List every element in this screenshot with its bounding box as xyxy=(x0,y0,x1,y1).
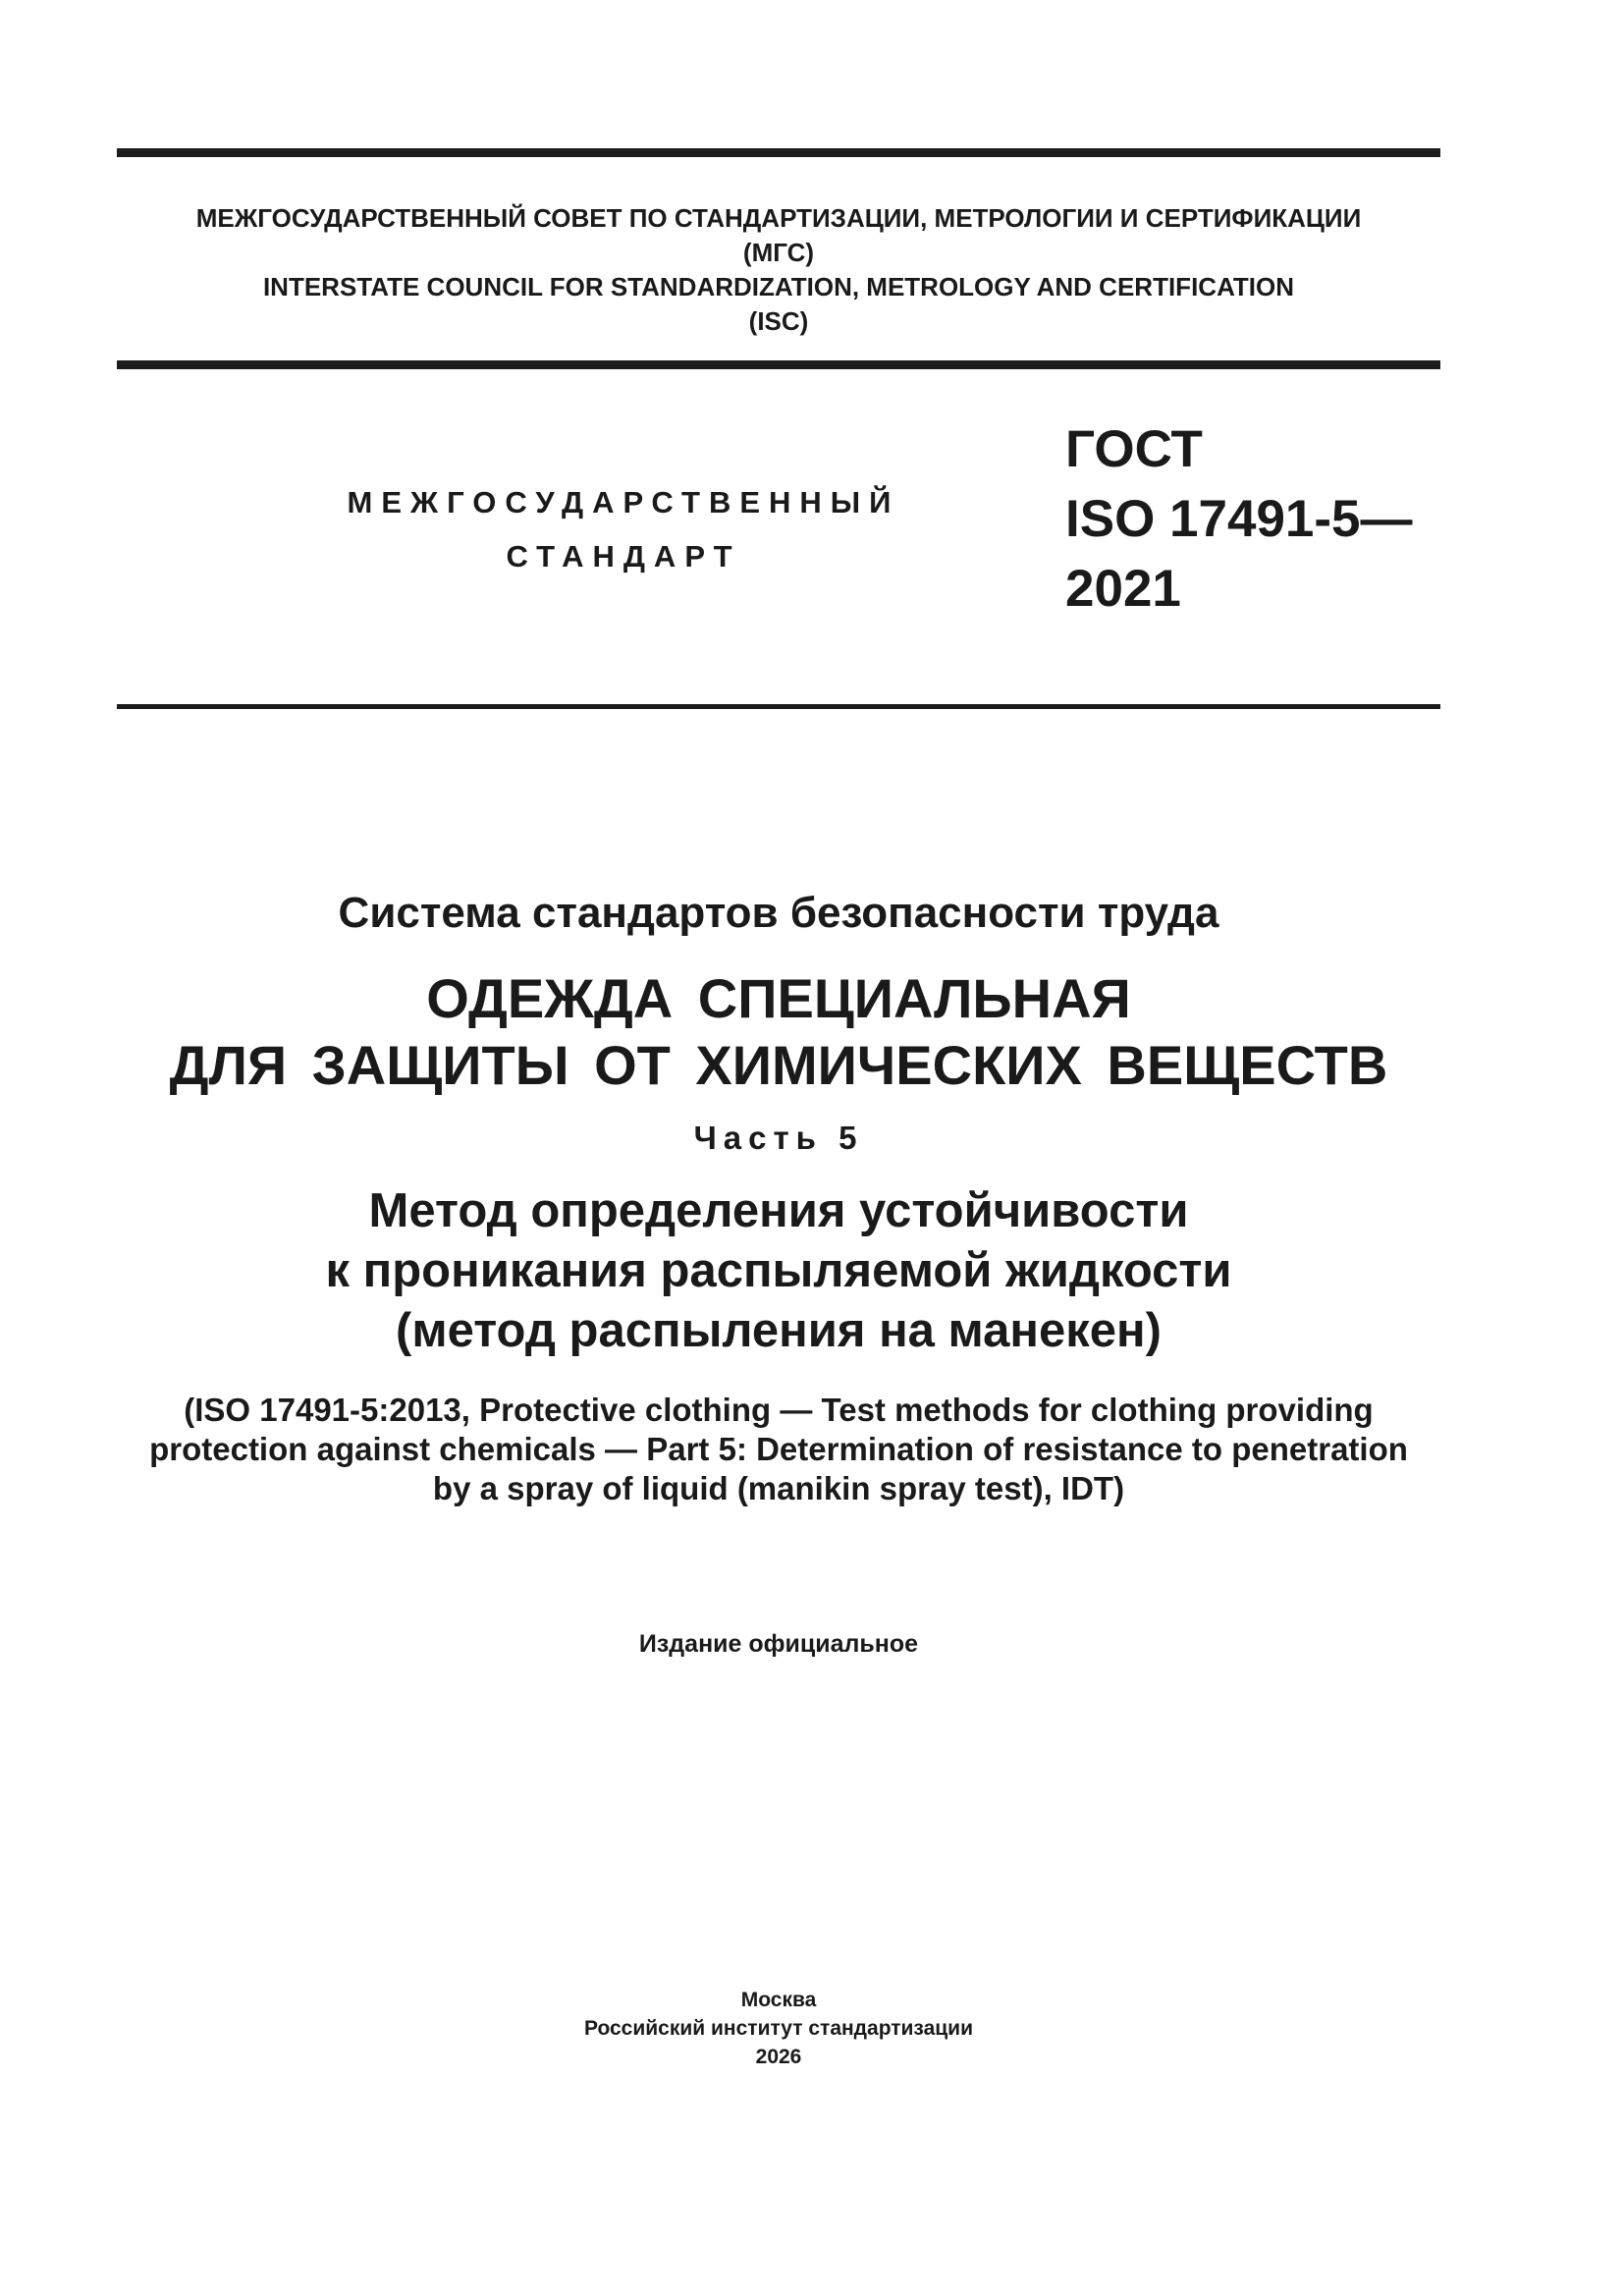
designation-line3: 2021 xyxy=(1065,560,1181,618)
main-title-line2: ДЛЯ ЗАЩИТЫ ОТ ХИМИЧЕСКИХ ВЕЩЕСТВ xyxy=(169,1034,1388,1096)
iso-reference-line3: by a spray of liquid (manikin spray test), IDT) xyxy=(432,1470,1125,1506)
council-name-en: INTERSTATE COUNCIL FOR STANDARDIZATION, METROLOGY AND CERTIFICATION xyxy=(262,272,1295,301)
iso-reference-line1: (ISO 17491-5:2013, Protective clothing — Test methods for clothing providing xyxy=(184,1392,1374,1428)
subtitle-line1: Метод определения устойчивости xyxy=(368,1184,1189,1237)
header-rule xyxy=(117,360,1440,369)
edition-label xyxy=(0,1627,1557,1661)
imprint-city: Москва xyxy=(740,1989,817,2011)
standard-designation xyxy=(1065,414,1413,624)
designation-rule xyxy=(117,704,1440,709)
council-abbr-en: (ISC) xyxy=(748,306,809,336)
imprint-publisher: Российский институт стандартизации xyxy=(583,2017,974,2040)
designation-line2: ISO 17491-5— xyxy=(1065,490,1413,548)
subtitle-line3: (метод распыления на манекен) xyxy=(396,1304,1162,1357)
standard-type-line2: СТАНДАРТ xyxy=(506,539,741,574)
imprint xyxy=(0,1986,1557,2071)
standard-type xyxy=(324,475,923,583)
council-abbr-ru: (МГС) xyxy=(742,238,815,267)
council-header xyxy=(0,201,1557,339)
part-label xyxy=(0,1116,1557,1161)
series-title xyxy=(0,886,1557,941)
subtitle xyxy=(0,1181,1557,1361)
designation-line1: ГОСТ xyxy=(1065,420,1203,478)
edition-text: Издание официальное xyxy=(638,1630,919,1658)
imprint-year: 2026 xyxy=(755,2046,802,2068)
part-label-text: Часть 5 xyxy=(693,1120,864,1156)
series-title-text: Система стандартов безопасности труда xyxy=(338,889,1219,937)
top-rule xyxy=(117,148,1440,157)
iso-reference-line2: protection against chemicals — Part 5: Determination of resistance to penetration xyxy=(149,1431,1408,1467)
iso-reference xyxy=(0,1391,1557,1508)
main-title-line1: ОДЕЖДА СПЕЦИАЛЬНАЯ xyxy=(426,967,1131,1029)
subtitle-line2: к проникания распыляемой жидкости xyxy=(325,1244,1232,1297)
council-name-ru: МЕЖГОСУДАРСТВЕННЫЙ СОВЕТ ПО СТАНДАРТИЗАЦИИ, МЕТРОЛОГИИ И СЕРТИФИКАЦИИ xyxy=(195,203,1362,233)
main-title xyxy=(0,965,1557,1099)
standard-type-line1: МЕЖГОСУДАРСТВЕННЫЙ xyxy=(347,485,900,519)
